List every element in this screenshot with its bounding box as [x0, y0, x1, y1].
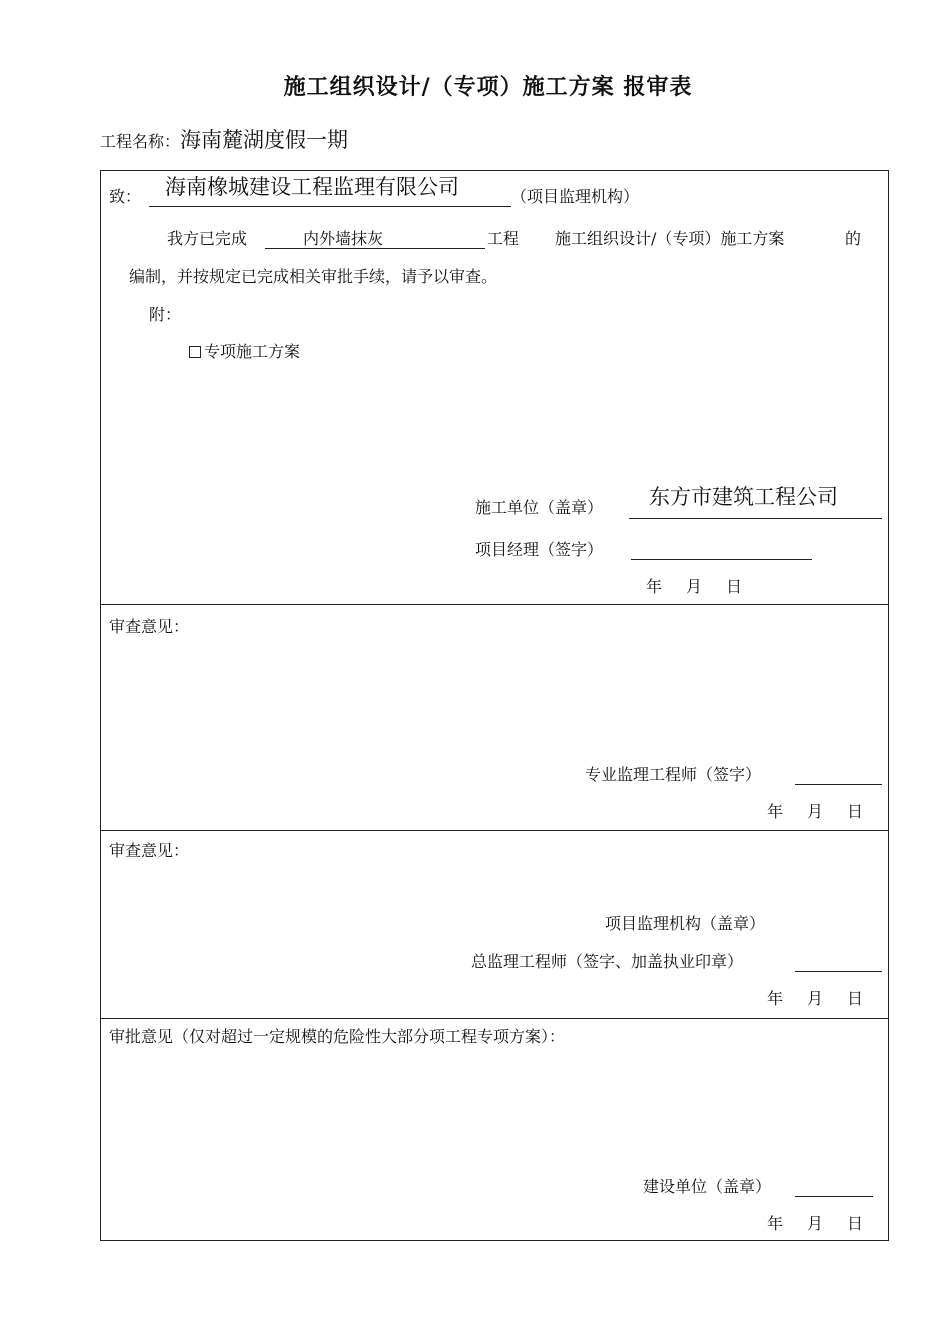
date-month: 月	[686, 577, 703, 596]
work-name-underline	[265, 248, 485, 249]
supervisor-org-suffix: （项目监理机构）	[511, 187, 640, 206]
project-name-value: 海南麓湖度假一期	[180, 128, 349, 152]
review-opinion-heading-1: 审查意见：	[109, 617, 190, 636]
section3-date	[767, 989, 863, 1009]
section4-date	[767, 1214, 863, 1234]
engineer-sign-label: 专业监理工程师（签字）	[585, 765, 762, 784]
date-year: 年	[767, 802, 784, 821]
section1-date	[646, 577, 742, 597]
to-label: 致：	[109, 187, 142, 206]
date-month: 月	[807, 1214, 824, 1233]
project-manager-label: 项目经理（签字）	[475, 540, 604, 559]
date-month: 月	[807, 989, 824, 1008]
date-day: 日	[847, 1214, 864, 1233]
special-plan-checkbox[interactable]	[189, 346, 201, 358]
checkbox-label: 专项施工方案	[204, 342, 301, 361]
date-day: 日	[726, 577, 743, 596]
approval-opinion-heading: 审批意见（仅对超过一定规模的危险性大部分项工程专项方案）：	[109, 1027, 566, 1046]
body-doc: 施工组织设计/（专项）施工方案	[555, 229, 785, 248]
construction-unit-value: 东方市建筑工程公司	[649, 485, 838, 509]
form-title: 施工组织设计/（专项）施工方案 报审表	[283, 74, 693, 100]
supervisor-org-underline	[149, 206, 511, 207]
owner-unit-signature-line	[795, 1196, 873, 1197]
supervision-org-seal-label: 项目监理机构（盖章）	[605, 914, 766, 933]
date-year: 年	[646, 577, 663, 596]
date-day: 日	[847, 802, 864, 821]
construction-unit-underline	[629, 518, 882, 519]
body-prefix: 我方已完成	[167, 229, 248, 248]
work-name-fill: 内外墙抹灰	[303, 229, 384, 248]
attachment-label: 附：	[149, 305, 182, 324]
construction-unit-label: 施工单位（盖章）	[475, 498, 604, 517]
project-name-row	[100, 124, 348, 154]
date-month: 月	[807, 802, 824, 821]
owner-unit-seal-label: 建设单位（盖章）	[643, 1177, 772, 1196]
body-end: 的	[845, 229, 862, 248]
engineer-signature-line	[795, 784, 882, 785]
divider-3	[101, 1018, 888, 1019]
divider-2	[101, 830, 888, 831]
review-opinion-heading-2: 审查意见：	[109, 841, 190, 860]
body-mid: 工程	[487, 229, 520, 248]
attachment-option[interactable]	[189, 342, 300, 362]
project-name-label: 工程名称：	[100, 132, 181, 151]
date-day: 日	[847, 989, 864, 1008]
date-year: 年	[767, 1214, 784, 1233]
divider-1	[101, 604, 888, 605]
form-table	[100, 170, 889, 1241]
supervisor-org-name: 海南橡城建设工程监理有限公司	[165, 175, 459, 199]
date-year: 年	[767, 989, 784, 1008]
chief-engineer-signature-line	[795, 971, 882, 972]
project-manager-signature-line	[631, 559, 812, 560]
body-line2: 编制，并按规定已完成相关审批手续，请予以审查。	[129, 267, 498, 286]
chief-engineer-sign-label: 总监理工程师（签字、加盖执业印章）	[471, 952, 744, 971]
section2-date	[767, 802, 863, 822]
